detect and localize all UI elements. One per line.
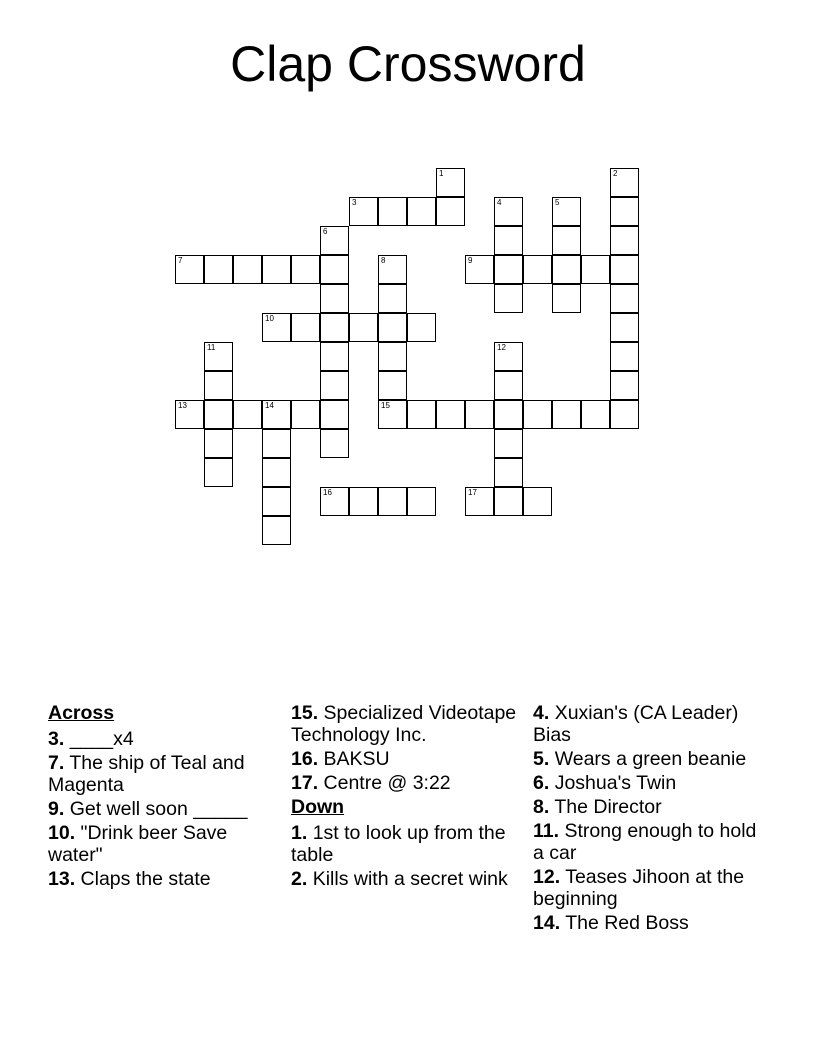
grid-cell[interactable]: [465, 255, 494, 284]
grid-cell[interactable]: [494, 371, 523, 400]
grid-cell[interactable]: [320, 487, 349, 516]
grid-cell[interactable]: [378, 197, 407, 226]
grid-cell[interactable]: [262, 429, 291, 458]
clue-number: 4.: [533, 702, 550, 724]
grid-cell[interactable]: [494, 255, 523, 284]
clue-column-3: [533, 702, 763, 936]
clue-number: 6.: [533, 772, 550, 794]
clue-text: ____x4: [69, 728, 134, 750]
grid-cell[interactable]: [436, 168, 465, 197]
clue-down-14: [533, 912, 763, 934]
clue-number: 13.: [48, 868, 76, 890]
cell-number: 8: [381, 256, 386, 265]
clue-number: 7.: [48, 752, 65, 774]
grid-cell[interactable]: [465, 400, 494, 429]
grid-cell[interactable]: [204, 458, 233, 487]
clue-number: 9.: [48, 798, 65, 820]
grid-cell[interactable]: [349, 197, 378, 226]
cell-number: 12: [497, 343, 506, 352]
clue-text: The Red Boss: [565, 912, 689, 934]
clue-text: Wears a green beanie: [554, 748, 747, 770]
clue-down-6: [533, 772, 763, 794]
clue-number: 17.: [291, 772, 319, 794]
cell-number: 3: [352, 198, 357, 207]
grid-cell[interactable]: [610, 168, 639, 197]
clue-number: 1.: [291, 822, 308, 844]
clue-across-10: [48, 822, 278, 866]
grid-cell[interactable]: [610, 284, 639, 313]
clue-down-1: [291, 822, 521, 866]
grid-cell[interactable]: [494, 284, 523, 313]
grid-cell[interactable]: [407, 313, 436, 342]
grid-cell[interactable]: [494, 197, 523, 226]
grid-cell[interactable]: [320, 429, 349, 458]
clue-across-7: [48, 752, 278, 796]
clue-column-2: [291, 702, 521, 892]
grid-cell[interactable]: [204, 255, 233, 284]
clue-across-17: [291, 772, 521, 794]
grid-cell[interactable]: [494, 458, 523, 487]
grid-cell[interactable]: [320, 400, 349, 429]
grid-cell[interactable]: [610, 313, 639, 342]
grid-cell[interactable]: [610, 342, 639, 371]
grid-cell[interactable]: [320, 342, 349, 371]
cell-number: 1: [439, 169, 444, 178]
clue-text: Xuxian's (CA Leader) Bias: [533, 702, 739, 746]
clue-number: 5.: [533, 748, 550, 770]
grid-cell[interactable]: [610, 400, 639, 429]
clue-text: Centre @ 3:22: [323, 772, 451, 794]
clue-down-11: [533, 820, 763, 864]
grid-cell[interactable]: [552, 226, 581, 255]
grid-cell[interactable]: [407, 400, 436, 429]
grid-cell[interactable]: [494, 226, 523, 255]
grid-cell[interactable]: [610, 371, 639, 400]
grid-cell[interactable]: [494, 400, 523, 429]
grid-cell[interactable]: [233, 255, 262, 284]
clue-text: Teases Jihoon at the beginning: [533, 866, 745, 910]
clue-number: 11.: [533, 820, 560, 842]
grid-cell[interactable]: [552, 284, 581, 313]
cell-number: 2: [613, 169, 618, 178]
clue-number: 8.: [533, 796, 550, 818]
grid-cell[interactable]: [291, 255, 320, 284]
clue-across-9: [48, 798, 278, 820]
grid-cell[interactable]: [494, 342, 523, 371]
cell-number: 13: [178, 401, 187, 410]
clue-down-2: [291, 868, 521, 890]
clue-text: Specialized Videotape Technology Inc.: [291, 702, 517, 746]
grid-cell[interactable]: [610, 226, 639, 255]
grid-cell[interactable]: [262, 516, 291, 545]
grid-cell[interactable]: [436, 400, 465, 429]
grid-cell[interactable]: [378, 284, 407, 313]
cell-number: 15: [381, 401, 390, 410]
grid-cell[interactable]: [262, 400, 291, 429]
grid-cell[interactable]: [378, 342, 407, 371]
grid-cell[interactable]: [610, 255, 639, 284]
grid-cell[interactable]: [523, 400, 552, 429]
grid-cell[interactable]: [378, 255, 407, 284]
grid-cell[interactable]: [610, 197, 639, 226]
clue-text: BAKSU: [323, 748, 390, 770]
grid-cell[interactable]: [262, 458, 291, 487]
cell-number: 7: [178, 256, 183, 265]
cell-number: 11: [207, 343, 216, 352]
clue-text: Joshua's Twin: [554, 772, 677, 794]
cell-number: 16: [323, 488, 332, 497]
grid-cell[interactable]: [204, 429, 233, 458]
grid-cell[interactable]: [262, 313, 291, 342]
clue-down-12: [533, 866, 763, 910]
grid-cell[interactable]: [320, 226, 349, 255]
clue-column-1: [48, 702, 278, 892]
grid-cell[interactable]: [291, 313, 320, 342]
grid-cell[interactable]: [523, 255, 552, 284]
grid-cell[interactable]: [320, 371, 349, 400]
clue-number: 16.: [291, 748, 319, 770]
cell-number: 5: [555, 198, 560, 207]
grid-cell[interactable]: [175, 255, 204, 284]
grid-cell[interactable]: [378, 313, 407, 342]
grid-cell[interactable]: [204, 400, 233, 429]
grid-cell[interactable]: [378, 371, 407, 400]
grid-cell[interactable]: [291, 400, 320, 429]
grid-cell[interactable]: [552, 197, 581, 226]
clue-across-15: [291, 702, 521, 746]
cell-number: 9: [468, 256, 473, 265]
grid-cell[interactable]: [204, 371, 233, 400]
grid-cell[interactable]: [436, 197, 465, 226]
grid-cell[interactable]: [581, 255, 610, 284]
clue-text: The Director: [554, 796, 662, 818]
grid-cell[interactable]: [581, 400, 610, 429]
grid-cell[interactable]: [552, 255, 581, 284]
clue-down-5: [533, 748, 763, 770]
grid-cell[interactable]: [175, 400, 204, 429]
grid-cell[interactable]: [349, 487, 378, 516]
grid-cell[interactable]: [320, 255, 349, 284]
grid-cell[interactable]: [378, 487, 407, 516]
cell-number: 10: [265, 314, 274, 323]
cell-number: 4: [497, 198, 502, 207]
clue-down-4: [533, 702, 763, 746]
clue-text: Claps the state: [80, 868, 211, 890]
clue-number: 15.: [291, 702, 319, 724]
clue-number: 12.: [533, 866, 561, 888]
cell-number: 17: [468, 488, 477, 497]
grid-cell[interactable]: [320, 313, 349, 342]
grid-cell[interactable]: [204, 342, 233, 371]
grid-cell[interactable]: [494, 487, 523, 516]
cell-number: 14: [265, 401, 274, 410]
grid-cell[interactable]: [262, 487, 291, 516]
grid-cell[interactable]: [233, 400, 262, 429]
clue-text: Get well soon _____: [69, 798, 248, 820]
across-header: Across: [48, 702, 115, 724]
grid-cell[interactable]: [378, 400, 407, 429]
clue-number: 2.: [291, 868, 308, 890]
clue-across-3: [48, 728, 278, 750]
grid-cell[interactable]: [552, 400, 581, 429]
grid-cell[interactable]: [320, 284, 349, 313]
grid-cell[interactable]: [465, 487, 494, 516]
clue-text: Strong enough to hold a car: [533, 820, 757, 864]
clue-down-8: [533, 796, 763, 818]
page-title: Clap Crossword: [230, 36, 586, 92]
grid-cell[interactable]: [349, 313, 378, 342]
clue-text: Kills with a secret wink: [312, 868, 508, 890]
clue-number: 3.: [48, 728, 65, 750]
clue-across-13: [48, 868, 278, 890]
clue-text: The ship of Teal and Magenta: [48, 752, 245, 796]
down-header: Down: [291, 796, 345, 818]
clue-across-16: [291, 748, 521, 770]
grid-cell[interactable]: [407, 487, 436, 516]
grid-cell[interactable]: [494, 429, 523, 458]
clue-number: 14.: [533, 912, 561, 934]
clue-number: 10.: [48, 822, 76, 844]
grid-cell[interactable]: [262, 255, 291, 284]
clue-text: "Drink beer Save water": [48, 822, 228, 866]
clue-text: 1st to look up from the table: [291, 822, 506, 866]
grid-cell[interactable]: [407, 197, 436, 226]
cell-number: 6: [323, 227, 328, 236]
grid-cell[interactable]: [523, 487, 552, 516]
